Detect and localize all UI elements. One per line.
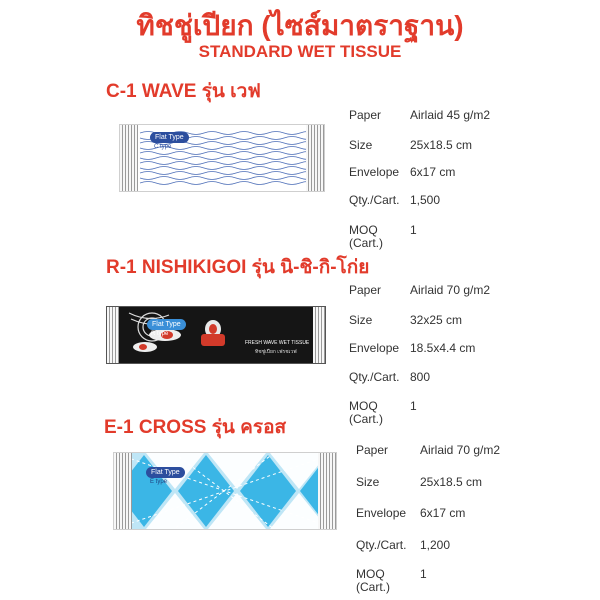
spec-label-moq: MOQ bbox=[349, 223, 378, 237]
spec-value-paper: Airlaid 45 g/m2 bbox=[410, 108, 491, 122]
spec-value-envelope: 6x17 cm bbox=[420, 506, 466, 520]
pack-right-seal bbox=[318, 453, 336, 529]
spec-value-moq: 1 bbox=[410, 399, 417, 413]
spec-label-envelope: Envelope bbox=[356, 506, 407, 520]
spec-label-paper: Paper bbox=[356, 443, 389, 457]
spec-label-qty: Qty./Cart. bbox=[349, 370, 400, 384]
product-title-wave: C-1 WAVE รุ่น เวฟ bbox=[106, 81, 261, 102]
argyle-pattern-graphic bbox=[114, 453, 336, 529]
spec-value-qty: 800 bbox=[410, 370, 431, 384]
spec-value-moq: 1 bbox=[410, 223, 417, 237]
spec-label-size: Size bbox=[349, 138, 373, 152]
spec-label-size: Size bbox=[349, 313, 373, 327]
pack-right-seal bbox=[313, 307, 325, 363]
product-title-nishikigoi: R-1 NISHIKIGOI รุ่น นิ-ชิ-กิ-โก่ย bbox=[106, 257, 370, 278]
flat-type-badge: Flat Type bbox=[150, 132, 189, 143]
wave-tissue-pack-image bbox=[119, 124, 325, 192]
spec-label-size: Size bbox=[356, 475, 380, 489]
product-title-cross: E-1 CROSS รุ่น ครอส bbox=[104, 417, 287, 438]
page-title: ทิชชู่เปียก (ไซส์มาตราฐาน) bbox=[136, 10, 464, 41]
page-subtitle: STANDARD WET TISSUE bbox=[198, 42, 402, 61]
spec-label-moq-unit: (Cart.) bbox=[349, 412, 383, 426]
spec-value-size: 25x18.5 cm bbox=[410, 138, 473, 152]
spec-value-moq: 1 bbox=[420, 567, 427, 581]
flat-type-badge: Flat Type bbox=[147, 319, 186, 330]
flat-type-badge: Flat Type bbox=[146, 467, 185, 478]
pack-brand-label: FRESH WAVE WET TISSUE bbox=[245, 340, 310, 346]
spec-value-size: 32x25 cm bbox=[410, 313, 463, 327]
pack-subtype-label: C type bbox=[154, 144, 172, 150]
spec-value-paper: Airlaid 70 g/m2 bbox=[420, 443, 501, 457]
spec-value-envelope: 18.5x4.4 cm bbox=[410, 341, 476, 355]
pack-left-seal bbox=[120, 125, 138, 191]
spec-label-moq: MOQ bbox=[356, 567, 385, 581]
spec-label-envelope: Envelope bbox=[349, 165, 400, 179]
spec-label-paper: Paper bbox=[349, 283, 382, 297]
pack-brand-label-th: ทิชชู่เปียก เฟรชเวฟ bbox=[255, 349, 297, 355]
spec-value-qty: 1,200 bbox=[420, 538, 451, 552]
pack-left-seal bbox=[114, 453, 132, 529]
spec-label-envelope: Envelope bbox=[349, 341, 400, 355]
spec-label-moq-unit: (Cart.) bbox=[349, 236, 383, 250]
nishikigoi-tissue-pack-image bbox=[106, 306, 326, 364]
spec-label-qty: Qty./Cart. bbox=[349, 193, 400, 207]
spec-value-paper: Airlaid 70 g/m2 bbox=[410, 283, 491, 297]
pack-subtype-label: E type bbox=[150, 479, 168, 485]
pack-right-seal bbox=[306, 125, 324, 191]
spec-value-qty: 1,500 bbox=[410, 193, 441, 207]
spec-label-qty: Qty./Cart. bbox=[356, 538, 407, 552]
spec-label-moq-unit: (Cart.) bbox=[356, 580, 390, 594]
pack-left-seal bbox=[107, 307, 119, 363]
spec-value-size: 25x18.5 cm bbox=[420, 475, 483, 489]
spec-label-moq: MOQ bbox=[349, 399, 378, 413]
spec-label-paper: Paper bbox=[349, 108, 382, 122]
pack-subtype-label: R type bbox=[151, 331, 169, 337]
cross-tissue-pack-image bbox=[113, 452, 337, 530]
spec-value-envelope: 6x17 cm bbox=[410, 165, 456, 179]
